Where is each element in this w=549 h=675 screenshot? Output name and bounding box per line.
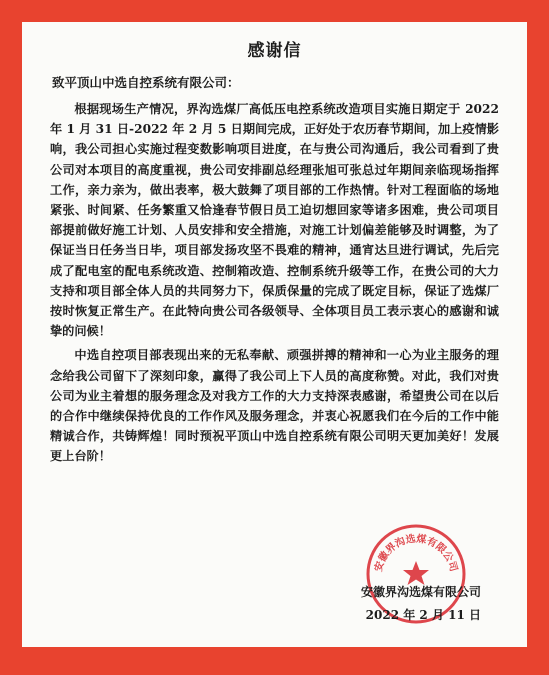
letter-title: 感谢信 [247,41,302,61]
svg-text:安徽界沟选煤有限公司 [371,532,460,573]
seal-star-icon [403,561,429,585]
letter-salutation: 致平顶山中选自控系统有限公司： [52,75,240,90]
signature-company: 安徽界沟选煤有限公司 [360,585,481,599]
signature-block [361,583,481,623]
letter-paper [22,22,527,647]
stamp-text: 安徽界沟选煤有限公司 [373,533,459,573]
signature-date: 2022 年 2 月 11 日 [365,608,481,622]
letter-paragraph-1: 根据现场生产情况，界沟选煤厂高低压电控系统改造项目实施日期定于 2022 年 1 月 31 日-2022 年 2 月 5 日期间完成，正好处于农历春节期间，加上疫情影响，我公司担心实施过程变数影响项目进度，在与贵公司沟通后，我公司看到了贵公司对本项目的高度重视，贵公司安排副总经理张旭可张总过年期间亲临现场指挥工作，亲力亲为，做出表率，极大鼓舞了项目部的工作热情。针对工程面临的场地紧张、时间紧、任务繁重又恰逢春节假日员工迫切想回家等诸多困难，贵公司项目部提前做好施工计划、人员安排和安全措施，对施工计划偏差能够及时调整，为了保证当日任务当日毕，项目部发扬攻坚不畏难的精神，通宵达旦进行调试，先后完成了配电室的配电系统改造、控制箱改造、控制系统升级等工作，在贵公司的大力支持和项目部全体人员的共同努力下，保质保量的完成了既定目标，保证了选煤厂按时恢复正常生产。在此特向贵公司各级领导、全体项目员工表示衷心的感谢和诚挚的问候！ [50,102,499,339]
letter-paragraph-2: 中选自控项目部表现出来的无私奉献、顽强拼搏的精神和一心为业主服务的理念给我公司留下了深刻印象，赢得了我公司上下人员的高度称赞。对此，我们对贵公司为业主着想的服务理念及对我方工作的大力支持深表感谢，希望贵公司在以后的合作中继续保持优良的工作作风及服务理念，并衷心祝愿我们在今后的工作中能精诚合作，共铸辉煌！同时预祝平顶山中选自控系统有限公司明天更加美好！发展更上台阶！ [50,348,499,464]
